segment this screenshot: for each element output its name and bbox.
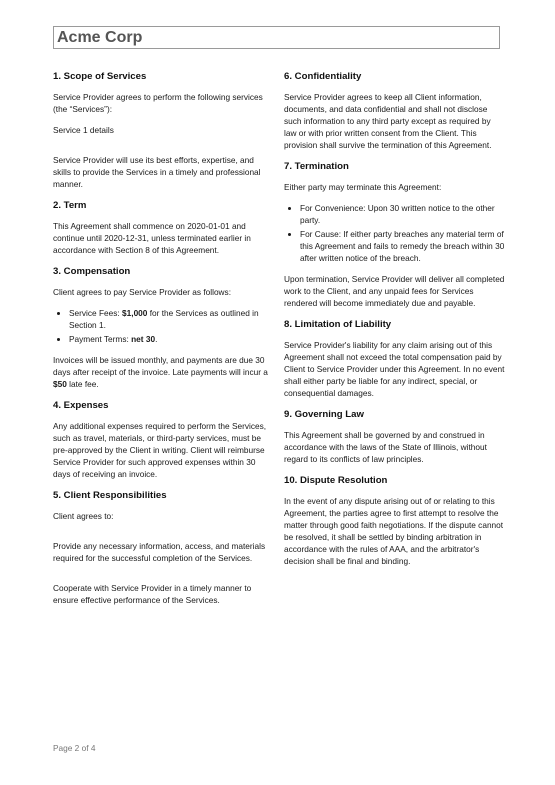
section-heading: 10. Dispute Resolution [284,475,388,486]
paragraph: Either party may terminate this Agreement: [284,182,442,192]
termination-list [284,202,505,264]
section-heading: 5. Client Responsibilities [53,490,167,501]
section-compensation [53,265,271,390]
paragraph: Client agrees to pay Service Provider as follows: [53,287,232,297]
section-heading: 9. Governing Law [284,409,364,420]
compensation-list [53,307,271,345]
section-dispute-resolution [284,474,505,567]
section-term [53,199,271,256]
section-heading: 6. Confidentiality [284,71,362,82]
paragraph: Any additional expenses required to perform the Services, such as travel, materials, or third-party services, must be pre-approved by the Client in writing. Client will reimburse Service Provider for such approved expenses within 30 days of receiving an invoice. [53,421,267,479]
paragraph: Cooperate with Service Provider in a timely manner to ensure effective performance of the Services. [53,583,252,605]
paragraph: Client agrees to: [53,511,114,521]
section-heading: 3. Compensation [53,266,131,277]
section-governing-law [284,408,505,465]
list-item: • For Cause: If either party breaches any material term of this Agreement and fails to remedy the breach within 30 after written notice of the breach. [300,228,505,264]
paragraph: This Agreement shall commence on 2020-01-01 and continue until 2020-12-31, unless terminated earlier in accordance with Section 8 of this Agreement. [53,221,251,255]
section-heading: 4. Expenses [53,400,109,411]
company-title: Acme Corp [53,26,500,49]
list-item: • Payment Terms: net 30. [69,333,271,345]
paragraph: In the event of any dispute arising out of or relating to this Agreement, the parties agree to first attempt to resolve the matter through good faith negotiations. If the dispute cannot be resolved, it shall be settled by binding arbitration in accordance with the rules of AAA, and the arbitrator's decision shall be final and binding. [284,496,504,566]
paragraph: Invoices will be issued monthly, and payments are due 30 days after receipt of the invoice. Late payments will incur a $50 late fee. [53,355,268,389]
section-heading: 1. Scope of Services [53,71,147,82]
paragraph: Service 1 details [53,125,114,135]
section-termination [284,160,505,309]
paragraph: Service Provider agrees to keep all Client information, documents, and data confidential and shall not disclose such information to any third party except as required by law or with prior written consent from the Client. This provision shall survive the termination of this Agreement. [284,92,492,150]
page-number: Page 2 of 4 [53,743,96,753]
paragraph: Upon termination, Service Provider will deliver all completed work to the Client, and any unpaid fees for Services rendered will become immediately due and payable. [284,274,505,308]
section-heading: 2. Term [53,200,87,211]
paragraph: Service Provider's liability for any claim arising out of this Agreement shall not exceed the total compensation paid by Client to Service Provider under this Agreement. In no event shall either party be liable for any indirect, special, or consequential damages. [284,340,505,398]
paragraph: This Agreement shall be governed by and construed in accordance with the laws of the State of Illinois, without regard to its conflicts of law principles. [284,430,487,464]
section-heading: 7. Termination [284,161,349,172]
section-expenses [53,399,271,480]
paragraph: Service Provider agrees to perform the following services (the “Services”): [53,92,263,114]
left-column [53,70,271,615]
section-heading: 8. Limitation of Liability [284,319,392,330]
section-client-responsibilities [53,489,271,606]
section-confidentiality [284,70,505,151]
section-scope [53,70,271,190]
list-item: • Service Fees: $1,000 for the Services as outlined in Section 1. [69,307,271,331]
paragraph: Service Provider will use its best efforts, expertise, and skills to provide the Services in a timely and professional manner. [53,155,261,189]
list-item: • For Convenience: Upon 30 written notice to the other party. [300,202,505,226]
right-column [284,70,505,576]
section-liability [284,318,505,399]
paragraph: Provide any necessary information, access, and materials required for the successful completion of the Services. [53,541,266,563]
